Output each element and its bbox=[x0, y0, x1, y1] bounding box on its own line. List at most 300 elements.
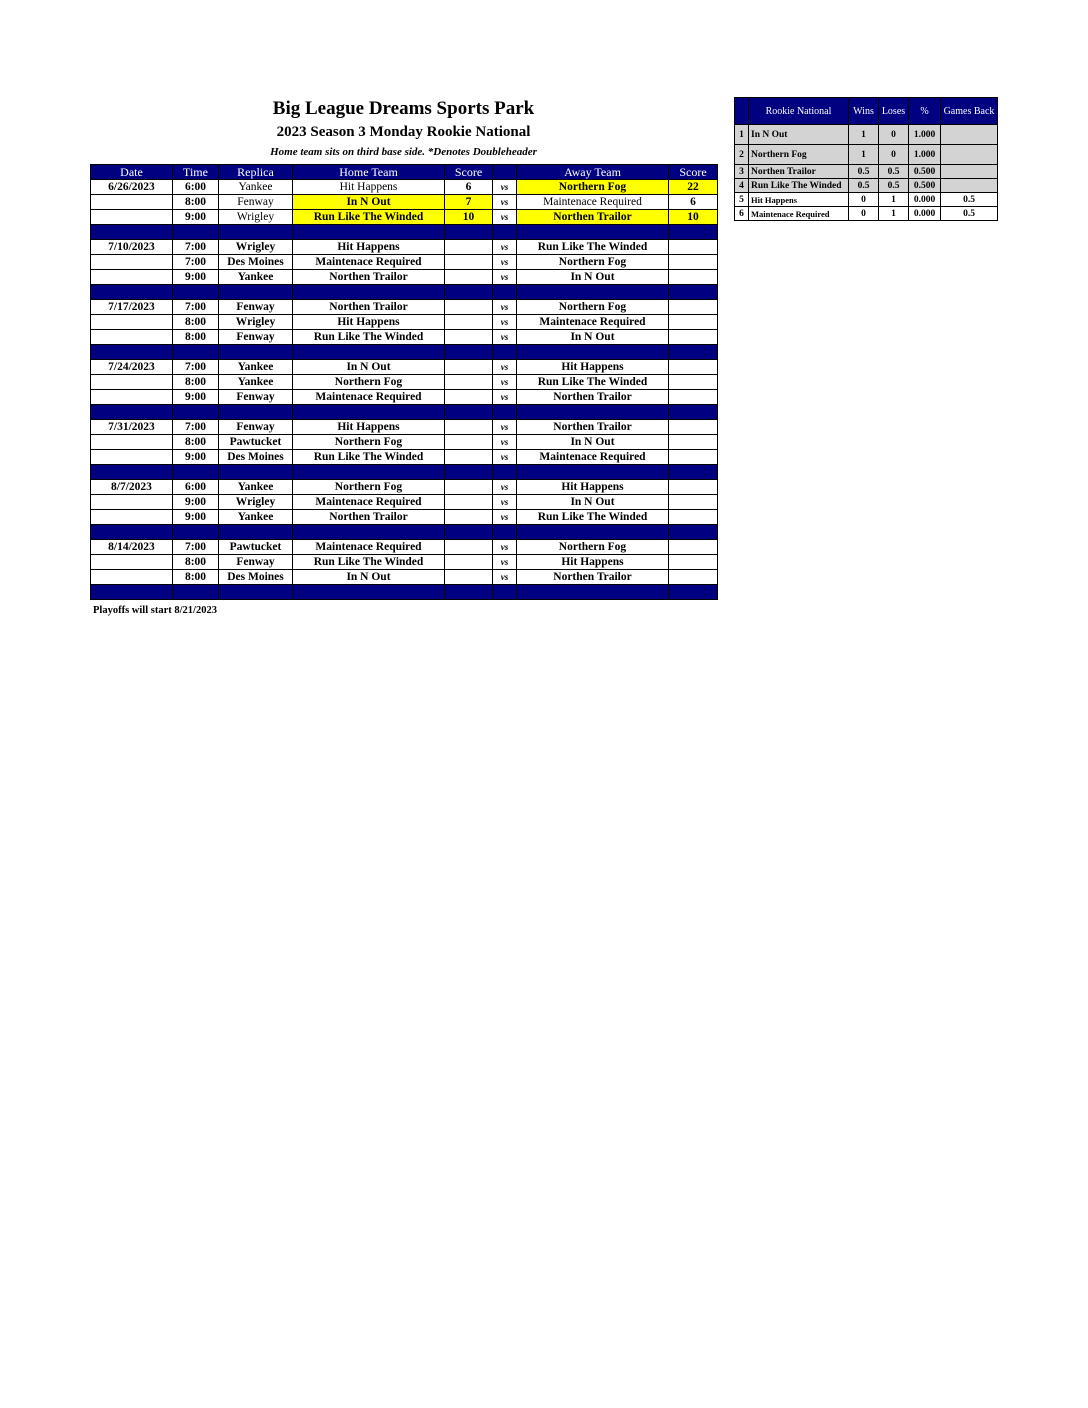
standings-pct: 0.000 bbox=[909, 193, 941, 207]
standings-loses-header: Loses bbox=[879, 98, 909, 125]
home-score: 10 bbox=[445, 210, 493, 225]
game-time: 7:00 bbox=[173, 240, 219, 255]
away-team: Northern Fog bbox=[517, 540, 669, 555]
standings-team: Run Like The Winded bbox=[749, 179, 849, 193]
home-score bbox=[445, 330, 493, 345]
game-date: 7/31/2023 bbox=[91, 420, 173, 435]
game-date bbox=[91, 195, 173, 210]
game-replica: Yankee bbox=[219, 360, 293, 375]
home-score bbox=[445, 360, 493, 375]
home-team: Northen Trailor bbox=[293, 510, 445, 525]
away-team: Northen Trailor bbox=[517, 420, 669, 435]
game-time: 9:00 bbox=[173, 270, 219, 285]
home-team: Northen Trailor bbox=[293, 300, 445, 315]
separator-cell bbox=[173, 525, 219, 540]
standings-wins: 0.5 bbox=[849, 179, 879, 193]
away-score bbox=[669, 420, 718, 435]
standings-rank-header bbox=[735, 98, 749, 125]
game-time: 8:00 bbox=[173, 435, 219, 450]
standings-wins: 1 bbox=[849, 125, 879, 145]
game-time: 6:00 bbox=[173, 480, 219, 495]
vs-label: vs bbox=[493, 480, 517, 495]
vs-label: vs bbox=[493, 540, 517, 555]
col-home-score-header: Score bbox=[445, 165, 493, 180]
separator-cell bbox=[669, 465, 718, 480]
game-row bbox=[91, 555, 718, 570]
home-score bbox=[445, 480, 493, 495]
standings-loses: 1 bbox=[879, 207, 909, 221]
home-score bbox=[445, 495, 493, 510]
game-date bbox=[91, 330, 173, 345]
separator-cell bbox=[173, 285, 219, 300]
standings-pct: 0.000 bbox=[909, 207, 941, 221]
separator-cell bbox=[517, 405, 669, 420]
away-score bbox=[669, 255, 718, 270]
away-score bbox=[669, 555, 718, 570]
game-time: 8:00 bbox=[173, 555, 219, 570]
separator-cell bbox=[445, 525, 493, 540]
game-time: 7:00 bbox=[173, 300, 219, 315]
game-date bbox=[91, 555, 173, 570]
away-score bbox=[669, 570, 718, 585]
standings-games-back bbox=[941, 125, 998, 145]
game-row bbox=[91, 480, 718, 495]
standings-loses: 1 bbox=[879, 193, 909, 207]
separator-cell bbox=[91, 585, 173, 600]
home-team: Run Like The Winded bbox=[293, 555, 445, 570]
home-team: Northern Fog bbox=[293, 375, 445, 390]
separator-cell bbox=[445, 585, 493, 600]
standings-row bbox=[735, 125, 998, 145]
home-team: Run Like The Winded bbox=[293, 330, 445, 345]
game-time: 8:00 bbox=[173, 330, 219, 345]
col-replica-header: Replica bbox=[219, 165, 293, 180]
separator-cell bbox=[219, 225, 293, 240]
col-away-score-header: Score bbox=[669, 165, 718, 180]
separator-cell bbox=[173, 585, 219, 600]
standings-rank: 1 bbox=[735, 125, 749, 145]
away-score bbox=[669, 450, 718, 465]
col-home-team-header: Home Team bbox=[293, 165, 445, 180]
standings-rank: 5 bbox=[735, 193, 749, 207]
separator-cell bbox=[517, 465, 669, 480]
home-team: Run Like The Winded bbox=[293, 210, 445, 225]
standings-games-back bbox=[941, 165, 998, 179]
standings-wins: 1 bbox=[849, 145, 879, 165]
separator-cell bbox=[669, 525, 718, 540]
home-team: Hit Happens bbox=[293, 420, 445, 435]
game-row bbox=[91, 195, 718, 210]
away-team: Northen Trailor bbox=[517, 210, 669, 225]
standings-rank: 6 bbox=[735, 207, 749, 221]
standings-row bbox=[735, 165, 998, 179]
game-time: 9:00 bbox=[173, 210, 219, 225]
separator-cell bbox=[493, 465, 517, 480]
col-time-header: Time bbox=[173, 165, 219, 180]
game-replica: Des Moines bbox=[219, 255, 293, 270]
separator-cell bbox=[293, 525, 445, 540]
game-date bbox=[91, 270, 173, 285]
away-team: In N Out bbox=[517, 495, 669, 510]
game-date bbox=[91, 210, 173, 225]
game-row bbox=[91, 315, 718, 330]
game-time: 9:00 bbox=[173, 510, 219, 525]
standings-rank: 3 bbox=[735, 165, 749, 179]
game-date bbox=[91, 255, 173, 270]
game-time: 8:00 bbox=[173, 195, 219, 210]
away-team: In N Out bbox=[517, 435, 669, 450]
game-date: 7/24/2023 bbox=[91, 360, 173, 375]
game-time: 9:00 bbox=[173, 450, 219, 465]
game-time: 7:00 bbox=[173, 420, 219, 435]
home-team: Northern Fog bbox=[293, 480, 445, 495]
game-row bbox=[91, 300, 718, 315]
home-team: Hit Happens bbox=[293, 315, 445, 330]
schedule-note: Home team sits on third base side. *Denotes Doubleheader bbox=[270, 146, 537, 158]
separator-cell bbox=[493, 585, 517, 600]
home-score bbox=[445, 270, 493, 285]
separator-cell bbox=[173, 225, 219, 240]
standings-pct: 1.000 bbox=[909, 125, 941, 145]
week-separator bbox=[91, 525, 718, 540]
away-score bbox=[669, 435, 718, 450]
vs-label: vs bbox=[493, 360, 517, 375]
game-row bbox=[91, 390, 718, 405]
separator-cell bbox=[173, 405, 219, 420]
game-replica: Yankee bbox=[219, 180, 293, 195]
away-team: Hit Happens bbox=[517, 480, 669, 495]
away-team: Northen Trailor bbox=[517, 390, 669, 405]
game-date bbox=[91, 495, 173, 510]
standings-wins: 0 bbox=[849, 193, 879, 207]
standings-rank: 2 bbox=[735, 145, 749, 165]
game-replica: Wrigley bbox=[219, 240, 293, 255]
game-row bbox=[91, 570, 718, 585]
game-row bbox=[91, 270, 718, 285]
game-time: 8:00 bbox=[173, 315, 219, 330]
away-team: Run Like The Winded bbox=[517, 510, 669, 525]
vs-label: vs bbox=[493, 300, 517, 315]
standings-pct-header: % bbox=[909, 98, 941, 125]
game-time: 8:00 bbox=[173, 570, 219, 585]
game-row bbox=[91, 540, 718, 555]
standings-team: In N Out bbox=[749, 125, 849, 145]
separator-cell bbox=[219, 345, 293, 360]
standings-pct: 0.500 bbox=[909, 179, 941, 193]
separator-cell bbox=[91, 345, 173, 360]
game-row bbox=[91, 375, 718, 390]
schedule-body bbox=[91, 180, 718, 600]
game-time: 6:00 bbox=[173, 180, 219, 195]
away-score bbox=[669, 375, 718, 390]
vs-label: vs bbox=[493, 570, 517, 585]
standings-loses: 0.5 bbox=[879, 165, 909, 179]
week-separator bbox=[91, 405, 718, 420]
away-score bbox=[669, 360, 718, 375]
game-replica: Wrigley bbox=[219, 495, 293, 510]
away-score: 6 bbox=[669, 195, 718, 210]
standings-body bbox=[735, 125, 998, 221]
game-replica: Pawtucket bbox=[219, 435, 293, 450]
vs-label: vs bbox=[493, 375, 517, 390]
home-team: In N Out bbox=[293, 360, 445, 375]
standings-table bbox=[734, 97, 998, 221]
vs-label: vs bbox=[493, 420, 517, 435]
separator-cell bbox=[669, 225, 718, 240]
game-replica: Fenway bbox=[219, 555, 293, 570]
week-separator bbox=[91, 285, 718, 300]
standings-loses: 0 bbox=[879, 125, 909, 145]
home-score bbox=[445, 390, 493, 405]
vs-label: vs bbox=[493, 270, 517, 285]
game-replica: Wrigley bbox=[219, 210, 293, 225]
separator-cell bbox=[219, 465, 293, 480]
game-date bbox=[91, 390, 173, 405]
standings-wins: 0.5 bbox=[849, 165, 879, 179]
game-replica: Des Moines bbox=[219, 450, 293, 465]
separator-cell bbox=[91, 225, 173, 240]
col-date-header: Date bbox=[91, 165, 173, 180]
separator-cell bbox=[91, 465, 173, 480]
vs-label: vs bbox=[493, 510, 517, 525]
separator-cell bbox=[493, 525, 517, 540]
standings-pct: 1.000 bbox=[909, 145, 941, 165]
separator-cell bbox=[445, 345, 493, 360]
standings-team: Hit Happens bbox=[749, 193, 849, 207]
game-replica: Fenway bbox=[219, 390, 293, 405]
separator-cell bbox=[293, 405, 445, 420]
game-date bbox=[91, 450, 173, 465]
separator-cell bbox=[219, 405, 293, 420]
standings-loses: 0 bbox=[879, 145, 909, 165]
game-row bbox=[91, 240, 718, 255]
standings-team-header: Rookie National bbox=[749, 98, 849, 125]
game-replica: Des Moines bbox=[219, 570, 293, 585]
game-replica: Yankee bbox=[219, 270, 293, 285]
separator-cell bbox=[517, 285, 669, 300]
separator-cell bbox=[293, 585, 445, 600]
home-score bbox=[445, 375, 493, 390]
separator-cell bbox=[669, 285, 718, 300]
separator-cell bbox=[91, 285, 173, 300]
vs-label: vs bbox=[493, 180, 517, 195]
home-team: Hit Happens bbox=[293, 180, 445, 195]
game-row bbox=[91, 420, 718, 435]
standings-row bbox=[735, 179, 998, 193]
game-date: 8/14/2023 bbox=[91, 540, 173, 555]
home-team: Maintenace Required bbox=[293, 495, 445, 510]
home-team: In N Out bbox=[293, 570, 445, 585]
separator-cell bbox=[445, 225, 493, 240]
away-score bbox=[669, 270, 718, 285]
home-score bbox=[445, 450, 493, 465]
separator-cell bbox=[493, 345, 517, 360]
separator-cell bbox=[669, 585, 718, 600]
home-score bbox=[445, 555, 493, 570]
away-score: 10 bbox=[669, 210, 718, 225]
game-row bbox=[91, 180, 718, 195]
away-team: Run Like The Winded bbox=[517, 375, 669, 390]
game-replica: Fenway bbox=[219, 300, 293, 315]
home-score bbox=[445, 540, 493, 555]
game-row bbox=[91, 255, 718, 270]
home-score bbox=[445, 510, 493, 525]
game-date: 7/17/2023 bbox=[91, 300, 173, 315]
separator-cell bbox=[493, 285, 517, 300]
standings-games-back-header: Games Back bbox=[941, 98, 998, 125]
away-team: Northern Fog bbox=[517, 300, 669, 315]
standings-games-back bbox=[941, 145, 998, 165]
away-team: Hit Happens bbox=[517, 555, 669, 570]
home-score bbox=[445, 420, 493, 435]
home-score bbox=[445, 255, 493, 270]
game-replica: Yankee bbox=[219, 375, 293, 390]
separator-cell bbox=[669, 345, 718, 360]
game-time: 7:00 bbox=[173, 255, 219, 270]
separator-cell bbox=[293, 465, 445, 480]
page-title: Big League Dreams Sports Park bbox=[272, 98, 535, 119]
game-replica: Fenway bbox=[219, 330, 293, 345]
game-date bbox=[91, 435, 173, 450]
away-team: Maintenace Required bbox=[517, 195, 669, 210]
home-score: 6 bbox=[445, 180, 493, 195]
away-team: In N Out bbox=[517, 330, 669, 345]
week-separator bbox=[91, 225, 718, 240]
separator-cell bbox=[445, 465, 493, 480]
away-score bbox=[669, 510, 718, 525]
away-team: Hit Happens bbox=[517, 360, 669, 375]
standings-games-back: 0.5 bbox=[941, 193, 998, 207]
standings-team: Maintenace Required bbox=[749, 207, 849, 221]
away-score bbox=[669, 240, 718, 255]
vs-label: vs bbox=[493, 330, 517, 345]
standings-row bbox=[735, 207, 998, 221]
standings-row bbox=[735, 193, 998, 207]
away-team: Northern Fog bbox=[517, 180, 669, 195]
vs-label: vs bbox=[493, 255, 517, 270]
standings-team: Northen Trailor bbox=[749, 165, 849, 179]
schedule-header-row bbox=[91, 165, 718, 180]
standings-header-row bbox=[735, 98, 998, 125]
away-team: In N Out bbox=[517, 270, 669, 285]
standings-rank: 4 bbox=[735, 179, 749, 193]
game-date: 8/7/2023 bbox=[91, 480, 173, 495]
game-replica: Yankee bbox=[219, 480, 293, 495]
home-team: Run Like The Winded bbox=[293, 450, 445, 465]
game-time: 9:00 bbox=[173, 390, 219, 405]
standings-wins: 0 bbox=[849, 207, 879, 221]
home-team: Maintenace Required bbox=[293, 255, 445, 270]
away-team: Maintenace Required bbox=[517, 450, 669, 465]
game-row bbox=[91, 360, 718, 375]
page-subtitle: 2023 Season 3 Monday Rookie National bbox=[276, 124, 531, 140]
separator-cell bbox=[517, 345, 669, 360]
home-score bbox=[445, 570, 493, 585]
home-score bbox=[445, 315, 493, 330]
game-time: 9:00 bbox=[173, 495, 219, 510]
game-date: 7/10/2023 bbox=[91, 240, 173, 255]
standings-row bbox=[735, 145, 998, 165]
vs-label: vs bbox=[493, 315, 517, 330]
game-date bbox=[91, 570, 173, 585]
game-replica: Fenway bbox=[219, 195, 293, 210]
home-score bbox=[445, 240, 493, 255]
home-score bbox=[445, 435, 493, 450]
game-date bbox=[91, 315, 173, 330]
standings-wins-header: Wins bbox=[849, 98, 879, 125]
game-date: 6/26/2023 bbox=[91, 180, 173, 195]
standings-pct: 0.500 bbox=[909, 165, 941, 179]
separator-cell bbox=[517, 525, 669, 540]
separator-cell bbox=[517, 225, 669, 240]
home-team: Northen Trailor bbox=[293, 270, 445, 285]
vs-label: vs bbox=[493, 390, 517, 405]
separator-cell bbox=[445, 285, 493, 300]
separator-cell bbox=[91, 525, 173, 540]
game-replica: Fenway bbox=[219, 420, 293, 435]
separator-cell bbox=[493, 225, 517, 240]
vs-label: vs bbox=[493, 495, 517, 510]
game-row bbox=[91, 330, 718, 345]
separator-cell bbox=[445, 405, 493, 420]
home-team: In N Out bbox=[293, 195, 445, 210]
game-row bbox=[91, 450, 718, 465]
separator-cell bbox=[91, 405, 173, 420]
game-replica: Wrigley bbox=[219, 315, 293, 330]
standings-loses: 0.5 bbox=[879, 179, 909, 193]
separator-cell bbox=[293, 345, 445, 360]
game-date bbox=[91, 375, 173, 390]
game-time: 8:00 bbox=[173, 375, 219, 390]
away-score bbox=[669, 495, 718, 510]
away-score bbox=[669, 315, 718, 330]
vs-label: vs bbox=[493, 435, 517, 450]
home-score: 7 bbox=[445, 195, 493, 210]
week-separator bbox=[91, 465, 718, 480]
vs-label: vs bbox=[493, 450, 517, 465]
home-team: Northern Fog bbox=[293, 435, 445, 450]
game-row bbox=[91, 510, 718, 525]
away-score bbox=[669, 330, 718, 345]
away-team: Northern Fog bbox=[517, 255, 669, 270]
home-team: Maintenace Required bbox=[293, 540, 445, 555]
game-replica: Pawtucket bbox=[219, 540, 293, 555]
vs-label: vs bbox=[493, 555, 517, 570]
separator-cell bbox=[669, 405, 718, 420]
home-team: Hit Happens bbox=[293, 240, 445, 255]
separator-cell bbox=[173, 345, 219, 360]
separator-cell bbox=[493, 405, 517, 420]
game-row bbox=[91, 210, 718, 225]
away-team: Run Like The Winded bbox=[517, 240, 669, 255]
playoffs-note: Playoffs will start 8/21/2023 bbox=[93, 605, 217, 616]
game-replica: Yankee bbox=[219, 510, 293, 525]
schedule-table bbox=[90, 164, 718, 600]
away-team: Northen Trailor bbox=[517, 570, 669, 585]
separator-cell bbox=[293, 225, 445, 240]
home-score bbox=[445, 300, 493, 315]
separator-cell bbox=[293, 285, 445, 300]
col-away-team-header: Away Team bbox=[517, 165, 669, 180]
game-date bbox=[91, 510, 173, 525]
away-score bbox=[669, 480, 718, 495]
separator-cell bbox=[219, 285, 293, 300]
separator-cell bbox=[517, 585, 669, 600]
away-score bbox=[669, 300, 718, 315]
game-time: 7:00 bbox=[173, 540, 219, 555]
standings-team: Northern Fog bbox=[749, 145, 849, 165]
separator-cell bbox=[219, 585, 293, 600]
